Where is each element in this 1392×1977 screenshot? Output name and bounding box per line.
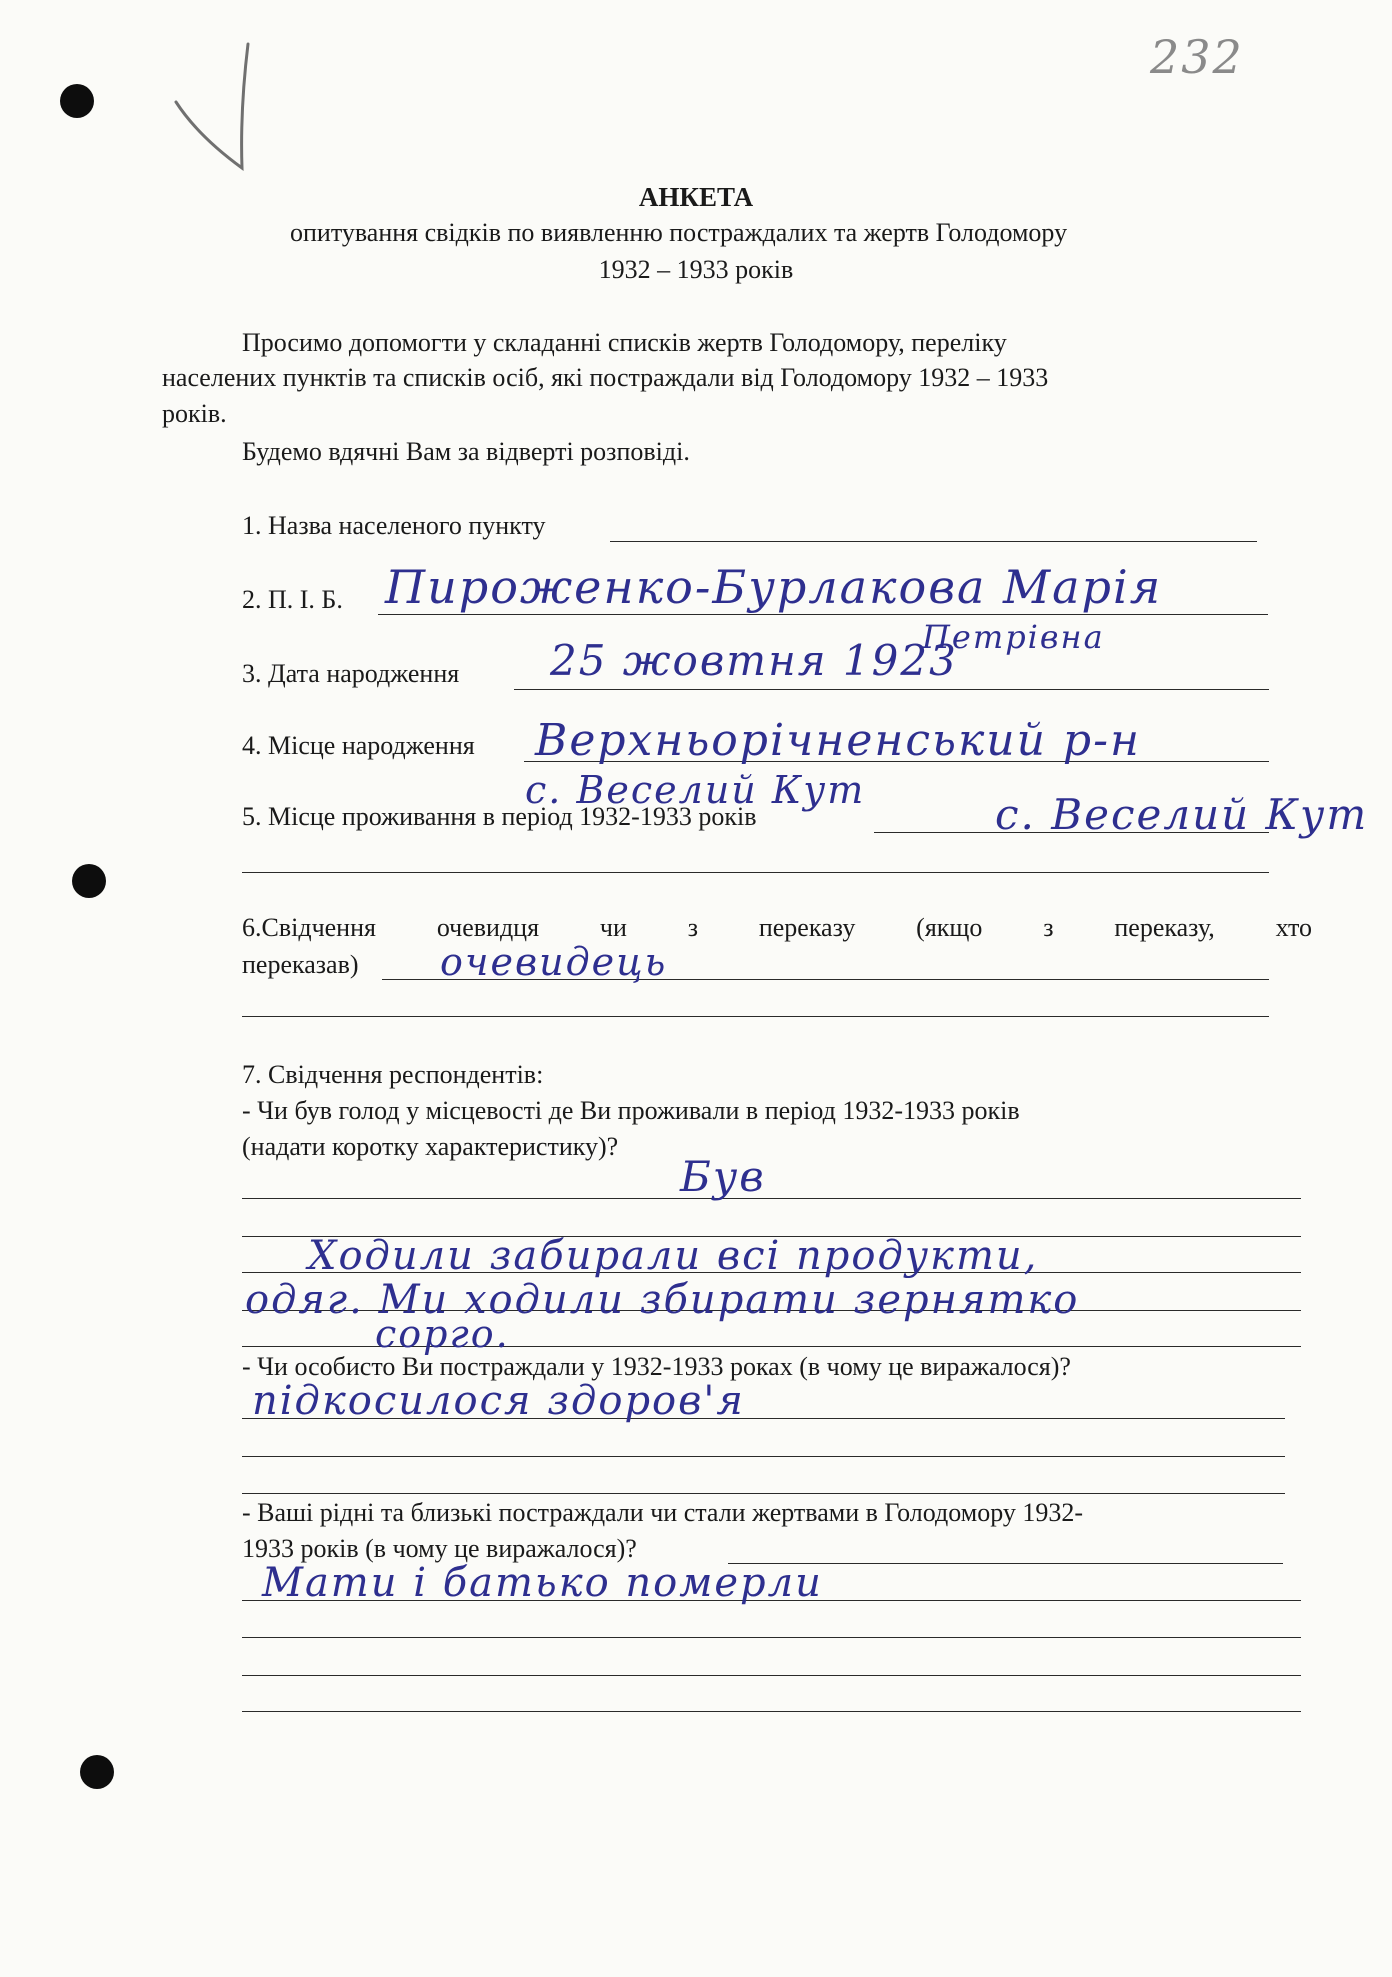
answer-line xyxy=(242,1637,1301,1638)
q6-word: 6.Свідчення xyxy=(242,913,376,942)
q6-word: з xyxy=(1043,913,1054,942)
q5-extra-line xyxy=(242,872,1269,873)
q6-word: переказу xyxy=(758,913,856,942)
page-number: 232 xyxy=(1150,30,1244,84)
form-title: АНКЕТА xyxy=(638,182,754,212)
q2-label: 2. П. І. Б. xyxy=(242,585,343,614)
testimony-section-label: 7. Свідчення респондентів: xyxy=(242,1060,544,1089)
q3-answer-line xyxy=(514,689,1269,690)
q1-answer-line xyxy=(610,541,1257,542)
q6-word: (якщо xyxy=(916,913,983,942)
form-subtitle-line2: 1932 – 1933 років xyxy=(598,255,794,284)
q6-answer: очевидець xyxy=(440,940,668,984)
q-famine-line2: (надати коротку характеристику)? xyxy=(242,1132,619,1161)
q-personal: - Чи особисто Ви постраждали у 1932-1933 роках (в чому це виражалося)? xyxy=(242,1352,1071,1381)
answer-line xyxy=(242,1198,1301,1199)
q2-answer-line xyxy=(378,614,1268,615)
q-relatives-line1: - Ваші рідні та близькі постраждали чи стали жертвами в Голодомору 1932- xyxy=(242,1498,1084,1527)
q4-answer-line1: Верхньорічненський р-н xyxy=(535,715,1141,766)
a-famine-line1: Був xyxy=(680,1152,766,1201)
a-famine-line2: Ходили забирали всі продукти, xyxy=(308,1233,1039,1279)
q6-word: хто xyxy=(1275,913,1312,942)
intro-line1: Просимо допомогти у складанні списків жертв Голодомору, переліку xyxy=(242,328,1007,357)
q6-word: чи xyxy=(599,913,627,942)
answer-line xyxy=(242,1711,1301,1712)
q2-answer-line1: Пироженко-Бурлакова Марія xyxy=(385,560,1163,614)
punch-hole-middle xyxy=(72,864,106,898)
q2-answer-line2: Петрівна xyxy=(922,618,1105,656)
a-famine-line3: одяг. Ми ходили збирати зернятко xyxy=(245,1277,1080,1323)
intro-line2: населених пунктів та списків осіб, які постраждали від Голодомору 1932 – 1933 xyxy=(162,363,1049,392)
q3-answer: 25 жовтня 1923 xyxy=(550,636,958,685)
q6-label-line1 xyxy=(242,913,1312,943)
a-famine-line4: сорго. xyxy=(375,1312,510,1356)
q6-word: переказу, xyxy=(1114,913,1215,942)
a-relatives: Мати і батько померли xyxy=(262,1560,823,1606)
answer-line xyxy=(242,1456,1285,1457)
q6-extra-line xyxy=(242,1016,1269,1017)
intro-thanks: Будемо вдячні Вам за відверті розповіді. xyxy=(242,437,690,466)
check-mark-icon xyxy=(170,40,260,180)
answer-line xyxy=(242,1675,1301,1676)
answer-line xyxy=(242,1493,1285,1494)
q-famine-line1: - Чи був голод у місцевості де Ви проживали в період 1932-1933 років xyxy=(242,1096,1020,1125)
punch-hole-bottom xyxy=(80,1755,114,1789)
q6-label-line2: переказав) xyxy=(242,950,359,979)
q4-answer-line2: с. Веселий Кут xyxy=(525,768,866,812)
form-subtitle-line1: опитування свідків по виявленню постраждалих та жертв Голодомору xyxy=(290,218,1068,247)
q3-label: 3. Дата народження xyxy=(242,659,460,688)
a-personal: підкосилося здоров'я xyxy=(252,1378,745,1424)
q-relatives-line2: 1933 років (в чому це виражалося)? xyxy=(242,1534,637,1563)
q6-word: з xyxy=(687,913,698,942)
q4-label: 4. Місце народження xyxy=(242,731,475,760)
q1-label: 1. Назва населеного пункту xyxy=(242,511,546,540)
q5-label: 5. Місце проживання в період 1932-1933 років xyxy=(242,802,757,831)
q6-word: очевидця xyxy=(436,913,540,942)
q5-answer: с. Веселий Кут xyxy=(995,790,1369,839)
intro-line3: років. xyxy=(162,399,227,428)
punch-hole-top xyxy=(60,84,94,118)
